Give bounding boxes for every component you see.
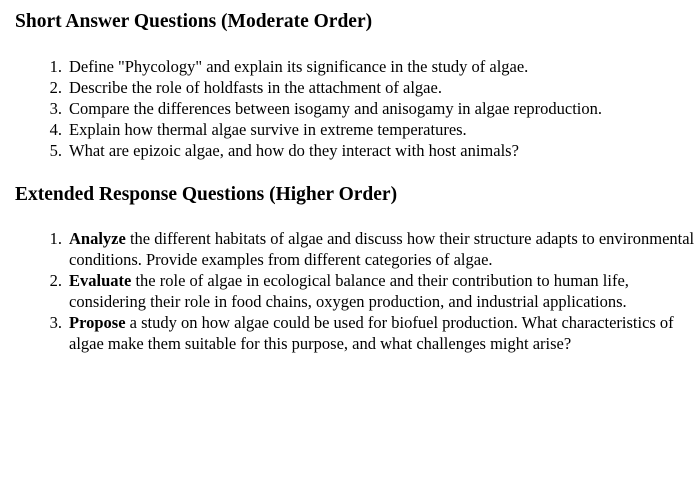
extended-question-1 — [69, 228, 694, 270]
short-question-3: Compare the differences between isogamy and anisogamy in algae reproduction. — [69, 99, 603, 118]
short-question-2: Describe the role of holdfasts in the attachment of algae. — [69, 78, 442, 97]
short-answer-list — [0, 56, 694, 161]
extended-question-3 — [69, 312, 694, 354]
question-verb: Evaluate — [69, 271, 132, 290]
extended-question-2 — [69, 270, 694, 312]
short-question-4: Explain how thermal algae survive in extreme temperatures. — [69, 120, 467, 139]
short-answer-heading: Short Answer Questions (Moderate Order) — [15, 11, 373, 32]
short-question-5: What are epizoic algae, and how do they interact with host animals? — [69, 141, 519, 160]
short-question-1: Define "Phycology" and explain its significance in the study of algae. — [69, 57, 529, 76]
extended-response-list — [0, 228, 694, 354]
extended-response-heading: Extended Response Questions (Higher Order) — [15, 184, 398, 205]
question-text: a study on how algae could be used for biofuel production. What characteristics of algae make them suitable for this purpose, and what challenges might arise? — [69, 313, 674, 353]
question-text: the different habitats of algae and discuss how their structure adapts to environmental conditions. Provide examples from different categories of algae. — [69, 229, 694, 269]
question-verb: Analyze — [69, 229, 126, 248]
question-text: the role of algae in ecological balance and their contribution to human life, considering their role in food chains, oxygen production, and industrial applications. — [69, 271, 629, 311]
question-verb: Propose — [69, 313, 126, 332]
